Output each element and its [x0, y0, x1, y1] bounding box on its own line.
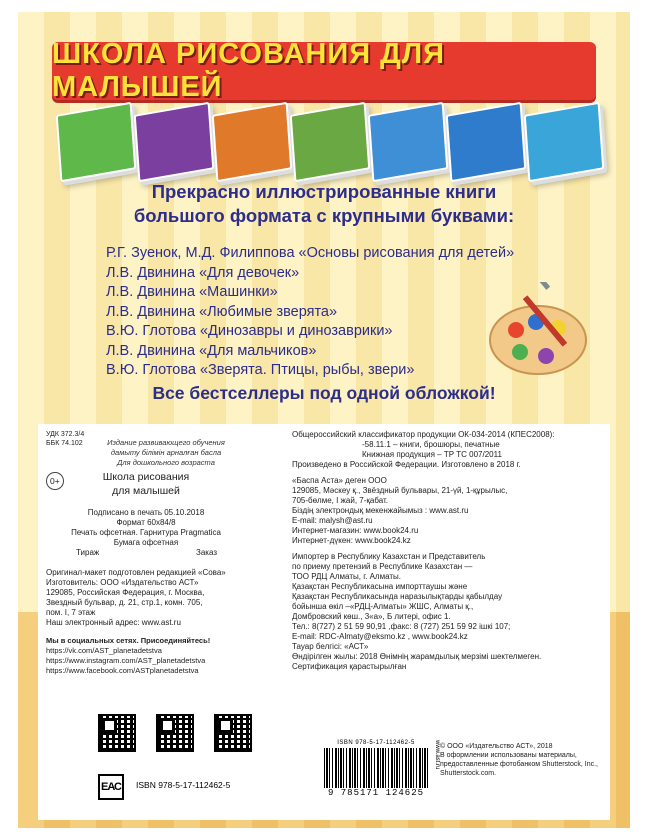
certification: Сертификация қарастырылған [292, 662, 407, 671]
importer-kz-4: Домбровский көш., 3«а», Б литері, офис 1. [292, 612, 451, 621]
layout-by: Оригинал-макет подготовлен редакцией «Сова» [46, 568, 226, 577]
back-cover [18, 12, 630, 828]
list-item: Л.В. Двинина «Для девочек» [106, 264, 300, 281]
palette-icon [486, 282, 594, 380]
imprint-panel [38, 424, 610, 820]
barcode-bars [324, 748, 428, 788]
book-covers-row [58, 102, 618, 182]
slogan: Все бестселлеры под одной обложкой! [152, 383, 496, 403]
bbk: ББК 74.102 [46, 440, 83, 447]
promo-text [18, 180, 630, 228]
qr-codes [98, 714, 298, 754]
print-type: Печать офсетная. Гарнитура Pragmatica [71, 528, 221, 537]
book-title-line-1: Школа рисования [102, 471, 190, 483]
book-cover-4 [290, 102, 371, 183]
imprint-right-column [292, 430, 602, 672]
address-line-1: 129085, Российская Федерация, г. Москва, [46, 588, 205, 597]
kz-website: Біздің электрондық мекенжайымыз : www.ast.ru [292, 506, 469, 515]
edition-ru: Издание развивающего обучения [107, 438, 225, 447]
book-cover-1 [56, 102, 137, 183]
udk: УДК 372.3/4 [46, 431, 85, 438]
qr-code-icon [98, 714, 136, 752]
list-item: Л.В. Двинина «Машинки» [106, 284, 278, 300]
book-title-line-2: для малышей [112, 485, 180, 497]
importer-line-2: по приему претензий в Республике Казахстан — [292, 562, 473, 571]
publisher: Изготовитель: ООО «Издательство АСТ» [46, 578, 199, 587]
paper-type: Бумага офсетная [113, 538, 179, 547]
importer-kz-2: Қазақстан Республикасында наразылықтарды қабылдау [292, 592, 503, 601]
signed-date: Подписано в печать 05.10.2018 [87, 508, 205, 517]
zakaz-label: Заказ [196, 548, 217, 557]
social-title: Мы в социальных сетях. Присоединяйтесь! [46, 636, 211, 645]
title-banner [52, 38, 596, 103]
trademark: Тауар белгісі: «АСТ» [292, 642, 369, 651]
kz-address-2: 705-бөлме, I жай, 7-қабат. [292, 496, 388, 505]
importer-kz-1: Қазақстан Республикасына импорттаушы және [292, 582, 468, 591]
production-year: Өндірілген жылы: 2018 Өнімнің жарамдылық мерзімі шектелмеген. [292, 652, 542, 661]
classifier-line: Общероссийский классификатор продукции ОК-034-2014 (КПЕС2008): [292, 430, 555, 439]
imprint-left-column [46, 430, 246, 676]
rdc-email: E-mail: RDC-Almaty@eksmo.kz , www.book24.kz [292, 632, 468, 641]
phone-fax: Тел.: 8(727) 2 51 59 90,91 ,факс: 8 (727) 251 59 92 ішкі 107; [292, 622, 511, 631]
barcode [324, 740, 428, 800]
isbn-left: ISBN 978-5-17-112462-5 [136, 780, 231, 790]
age-group: Для дошкольного возраста [117, 458, 215, 467]
kz-publisher: «Баспа Аста» деген ООО [292, 476, 387, 485]
book-cover-2 [134, 102, 215, 183]
eac-mark-icon: ЕАС [98, 774, 124, 800]
qr-code-icon [156, 714, 194, 752]
book-cover-7 [524, 102, 605, 183]
promo-line-2: большого формата с крупными буквами: [133, 205, 515, 226]
social-link-vk[interactable]: https://vk.com/AST_planetadetstva [46, 646, 162, 655]
barcode-side-url: www.ast.ru [434, 740, 440, 770]
book-format: Формат 60x84/8 [116, 518, 176, 527]
list-item: В.Ю. Глотова «Зверята. Птицы, рыбы, звери» [106, 362, 415, 378]
product-type: Книжная продукция – ТР ТС 007/2011 [362, 450, 502, 459]
list-item: Р.Г. Зуенок, М.Д. Филиппова «Основы рисования для детей» [106, 245, 515, 261]
edition-kz: дамыту білімін арналған басла [110, 448, 222, 457]
kz-email: E-mail: malysh@ast.ru [292, 516, 373, 525]
address-line-2: Звездный бульвар, д. 21, стр.1, комн. 705, [46, 598, 203, 607]
series-title: ШКОЛА РИСОВАНИЯ ДЛЯ МАЛЫШЕЙ [52, 38, 445, 103]
list-item: Л.В. Двинина «Любимые зверята» [106, 303, 338, 320]
importer-line-1: Импортер в Республику Казахстан и Представитель [292, 552, 486, 561]
shop-kz: Интернет-дүкен: www.book24.kz [292, 536, 411, 545]
copyright: © ООО «Издательство АСТ», 2018 В оформлении использованы материалы, предоставленные фотобанком Shutterstock, Inc., Shutterstock.com. [440, 743, 598, 777]
classifier-code: -58.11.1 – книги, брошюры, печатные [362, 440, 500, 449]
book-cover-6 [446, 102, 527, 183]
tirazh-label: Тираж [76, 548, 100, 557]
promo-line-1: Прекрасно иллюстрированные книги [151, 181, 497, 202]
social-link-facebook[interactable]: https://www.facebook.com/ASTplanetadetstva [46, 666, 199, 675]
email-address: Наш электронный адрес: www.ast.ru [46, 618, 181, 627]
age-rating-badge: 0+ [46, 472, 64, 490]
importer-kz-3: бойынша өкіл –«РДЦ-Алматы» ЖШС, Алматы қ., [292, 602, 474, 611]
barcode-digits: 9 785171 124625 [327, 788, 424, 798]
list-item: Л.В. Двинина «Для мальчиков» [106, 342, 317, 359]
book-cover-5 [368, 102, 449, 183]
address-line-3: пом. I, 7 этаж [46, 608, 96, 617]
made-in: Произведено в Российской Федерации. Изготовлено в 2018 г. [292, 460, 521, 469]
book-cover-3 [212, 102, 293, 183]
barcode-isbn: ISBN 978-5-17-112462-5 [337, 740, 415, 746]
qr-code-icon [214, 714, 252, 752]
social-link-instagram[interactable]: https://www.instagram.com/AST_planetadetstva [46, 656, 206, 665]
shop-ru: Интернет-магазин: www.book24.ru [292, 526, 419, 535]
kz-address-1: 129085, Мәскеу қ., Звёздный бульвары, 21-үй, 1-құрылыс, [292, 486, 508, 495]
books-list [106, 244, 514, 381]
list-item: В.Ю. Глотова «Динозавры и динозаврики» [106, 323, 393, 339]
importer-line-3: ТОО РДЦ Алматы, г. Алматы. [292, 572, 401, 581]
